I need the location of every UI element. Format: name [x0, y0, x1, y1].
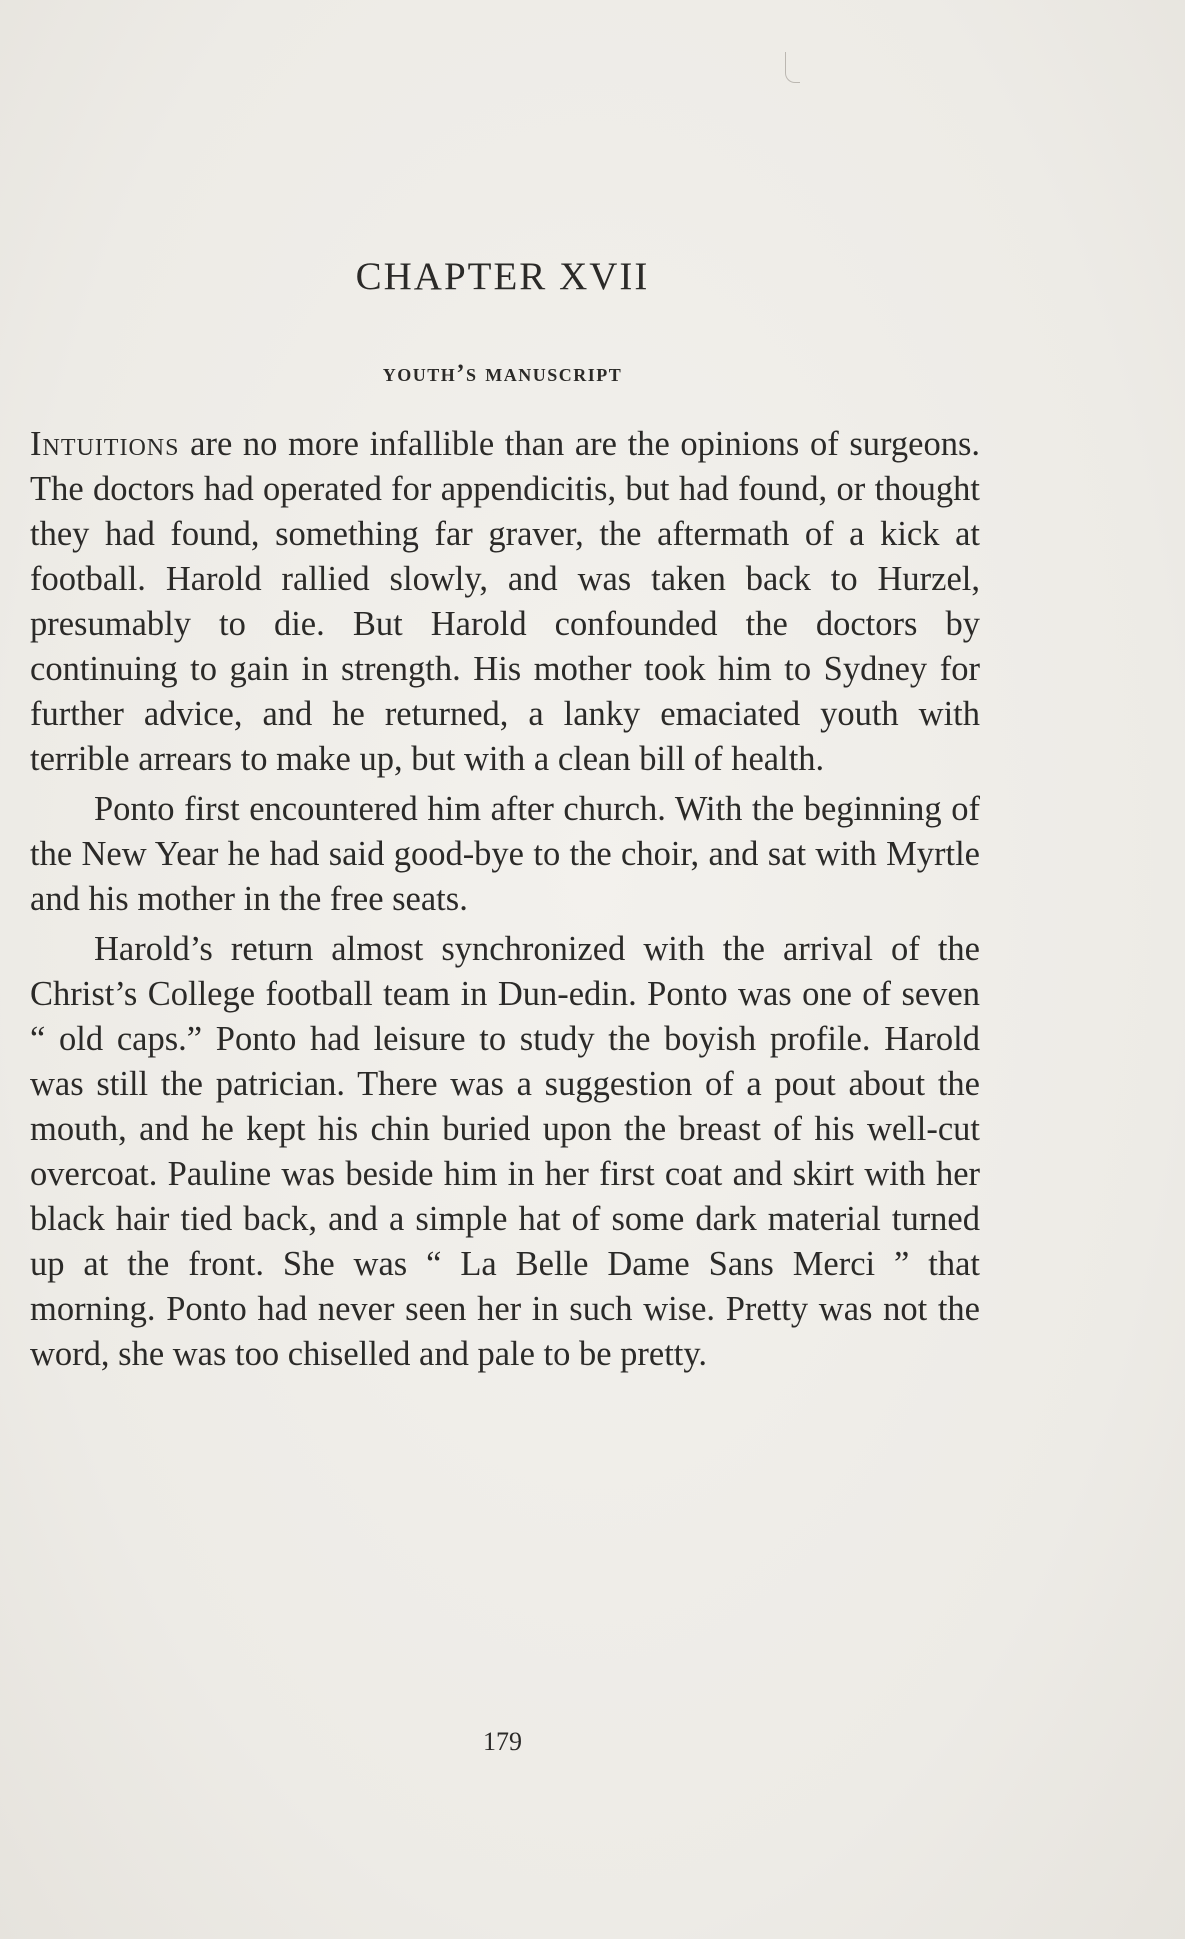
paragraph [30, 422, 980, 782]
scan-mark [785, 52, 800, 83]
paragraph-lead-word: Intuitions [30, 425, 180, 463]
paragraph: Ponto first encountered him after church. With the beginning of the New Year he had said good-bye to the choir, and sat with Myrtle and his mother in the free seats. [30, 790, 980, 918]
paragraph: Harold’s return almost synchronized with the arrival of the Christ’s College football team in Dun-edin. Ponto was one of seven “ old caps.” Ponto had leisure to study the boyish profile. Harold was still the patrician. There was a suggestion of a pout about the mouth, and he kept his chin buried upon the breast of his well-cut overcoat. Pauline was beside him in her first coat and skirt with her black hair tied back, and a simple hat of some dark material turned up at the front. She was “ La Belle Dame Sans Merci ” that morning. Ponto had never seen her in such wise. Pretty was not the word, she was too chiselled and pale to be pretty. [30, 930, 980, 1373]
chapter-title: CHAPTER XVII [355, 255, 650, 298]
chapter-subtitle: youth’s manuscript [382, 360, 623, 387]
chapter-body [30, 422, 980, 1382]
paragraph-text: are no more infallible than are the opinions of surgeons. The doctors had operated for appendicitis, but had found, or thought they had found, something far graver, the aftermath of a kick at football. Harold rallied slowly, and was taken back to Hurzel, presumably to die. But Harold confounded the doctors by continuing to gain in strength. His mother took him to Sydney for further advice, and he returned, a lanky emaciated youth with terrible arrears to make up, but with a clean bill of health. [30, 425, 980, 778]
page-number: 179 [483, 1727, 522, 1756]
